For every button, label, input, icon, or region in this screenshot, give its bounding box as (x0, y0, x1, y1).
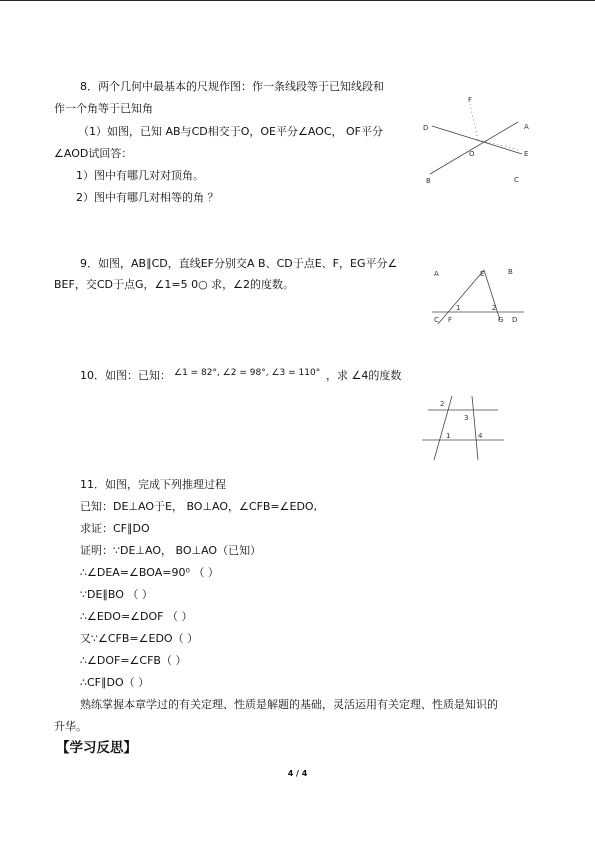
q8-intersecting-lines-figure (420, 92, 540, 187)
q11-proof-line-3: ∵DE∥BO （ ） (80, 588, 153, 601)
label-a: A (524, 123, 529, 131)
summary-line-2: 升华。 (54, 720, 87, 733)
label-a: A (434, 270, 439, 278)
label-o: O (469, 150, 475, 158)
label-d: D (512, 316, 518, 324)
q11-proof-line-7: ∴CF∥DO（ ） (80, 676, 150, 689)
q10-prefix: 10．如图：已知： (80, 369, 171, 382)
q10-suffix: ，求 ∠4的度数 (326, 369, 402, 382)
q11-title: 11．如图，完成下列推理过程 (80, 478, 226, 491)
summary-line-1: 熟练掌握本章学过的有关定理、性质是解题的基础，灵活运用有关定理、性质是知识的 (80, 698, 498, 711)
label-angle-2: 2 (492, 304, 497, 312)
q11-proof-line-1: 证明：∵DE⊥AO， BO⊥AO（已知） (80, 544, 262, 557)
q9-line-1: 9．如图，AB∥CD，直线EF分别交A B、CD于点E、F，EG平分∠ (80, 257, 398, 270)
label-e: E (480, 270, 485, 278)
q10-formula: ∠1 = 82°, ∠2 = 98°, ∠3 = 110° (174, 368, 321, 378)
label-angle-4: 4 (478, 432, 483, 440)
line-eg (484, 270, 500, 320)
q8-line-2: 作一个角等于已知角 (54, 102, 153, 115)
q11-proof-line-2: ∴∠DEA=∠BOA=90⁰ （ ） (80, 566, 219, 579)
q11-prove: 求证：CF∥DO (80, 522, 150, 535)
label-b: B (508, 268, 513, 276)
q9-parallel-lines-figure (428, 264, 528, 328)
label-c: C (514, 176, 519, 184)
line-ef (438, 270, 484, 324)
label-e: E (524, 150, 529, 158)
label-d: D (423, 124, 429, 132)
q10-transversal-figure (420, 392, 508, 462)
label-b: B (426, 177, 431, 185)
q8-line-1: 8．两个几何中最基本的尺规作图：作一条线段等于已知线段和 (80, 80, 384, 93)
label-angle-1: 1 (446, 432, 451, 440)
line-dc (432, 126, 522, 154)
label-angle-3: 3 (464, 414, 469, 422)
label-angle-1: 1 (456, 304, 461, 312)
q8-line-6: 2）图中有哪几对相等的角 ？ (76, 191, 219, 204)
q8-line-5: 1）图中有哪几对对顶角。 (76, 169, 204, 182)
label-c: C (434, 316, 439, 324)
label-angle-2: 2 (440, 400, 445, 408)
q11-proof-line-6: ∴∠DOF=∠CFB（ ） (80, 654, 187, 667)
top-border (0, 0, 595, 1)
label-f: F (468, 96, 473, 104)
q11-proof-line-4: ∴∠EDO=∠DOF （ ） (80, 610, 193, 623)
transversal-right (472, 396, 478, 460)
reflection-heading: 【学习反思】 (56, 740, 137, 756)
q9-line-2: BEF，交CD于点G，∠1=5 0○ 求，∠2的度数。 (54, 278, 295, 291)
q11-proof-line-5: 又∵∠CFB=∠EDO（ ） (80, 632, 199, 645)
q8-line-3: （1）如图，已知 AB与CD相交于O，OE平分∠AOC， OF平分 (78, 125, 383, 138)
q8-line-4: ∠AOD试回答： (54, 147, 133, 160)
label-f: F (448, 316, 453, 324)
ray-of (470, 104, 478, 140)
q11-given: 已知：DE⊥AO于E， BO⊥AO，∠CFB=∠EDO, (80, 500, 318, 513)
page-number: 4 / 4 (287, 769, 308, 778)
label-g: G (498, 316, 504, 324)
